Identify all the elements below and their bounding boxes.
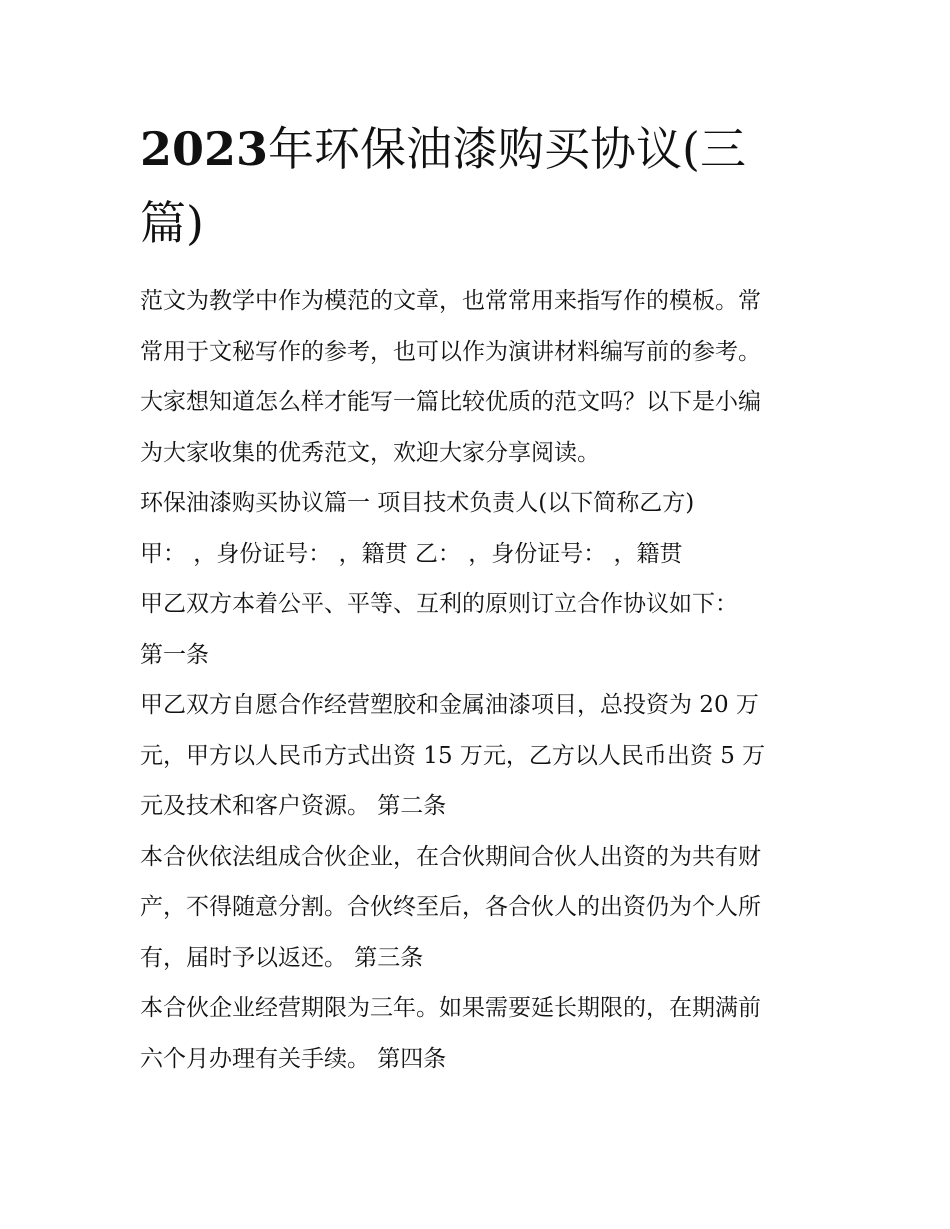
body-line: 范文为教学中作为模范的文章，也常常用来指写作的模板。常 [140, 288, 761, 314]
body-line: 产，不得随意分割。合伙终至后，各合伙人的出资仍为个人所 [140, 894, 761, 920]
document-body [140, 276, 820, 1084]
title-text: 年环保油漆购买协议(三 [268, 122, 746, 176]
body-line: 元，甲方以人民币方式出资 15 万元，乙方以人民币出资 5 万 [140, 742, 766, 769]
body-line: 本合伙依法组成合伙企业，在合伙期间合伙人出资的为共有财 [140, 843, 761, 870]
body-line: 有，届时予以返还。 第三条 [140, 944, 424, 971]
body-line: 为大家收集的优秀范文，欢迎大家分享阅读。 [140, 439, 600, 466]
body-line: 六个月办理有关手续。 第四条 [140, 1045, 447, 1072]
body-line: 大家想知道怎么样才能写一篇比较优质的范文吗？以下是小编 [140, 389, 761, 415]
title-text-line-2: 篇) [140, 196, 204, 250]
body-line: 本合伙企业经营期限为三年。如果需要延长期限的，在期满前 [140, 995, 761, 1021]
body-line: 常用于文秘写作的参考，也可以作为演讲材料编写前的参考。 [140, 338, 761, 365]
body-line: 甲乙双方自愿合作经营塑胶和金属油漆项目，总投资为 20 万 [140, 692, 759, 718]
body-line: 甲乙双方本着公平、平等、互利的原则订立合作协议如下： [140, 591, 738, 617]
body-line: 元及技术和客户资源。 第二条 [140, 793, 447, 819]
body-line: 第一条 [140, 641, 209, 668]
document-title [140, 112, 820, 260]
title-year: 2023 [140, 122, 269, 176]
body-line: 环保油漆购买协议篇一 项目技术负责人(以下简称乙方) [140, 490, 695, 516]
body-line: 甲： ，身份证号： ，籍贯 乙： ，身份证号： ，籍贯 [140, 540, 683, 567]
